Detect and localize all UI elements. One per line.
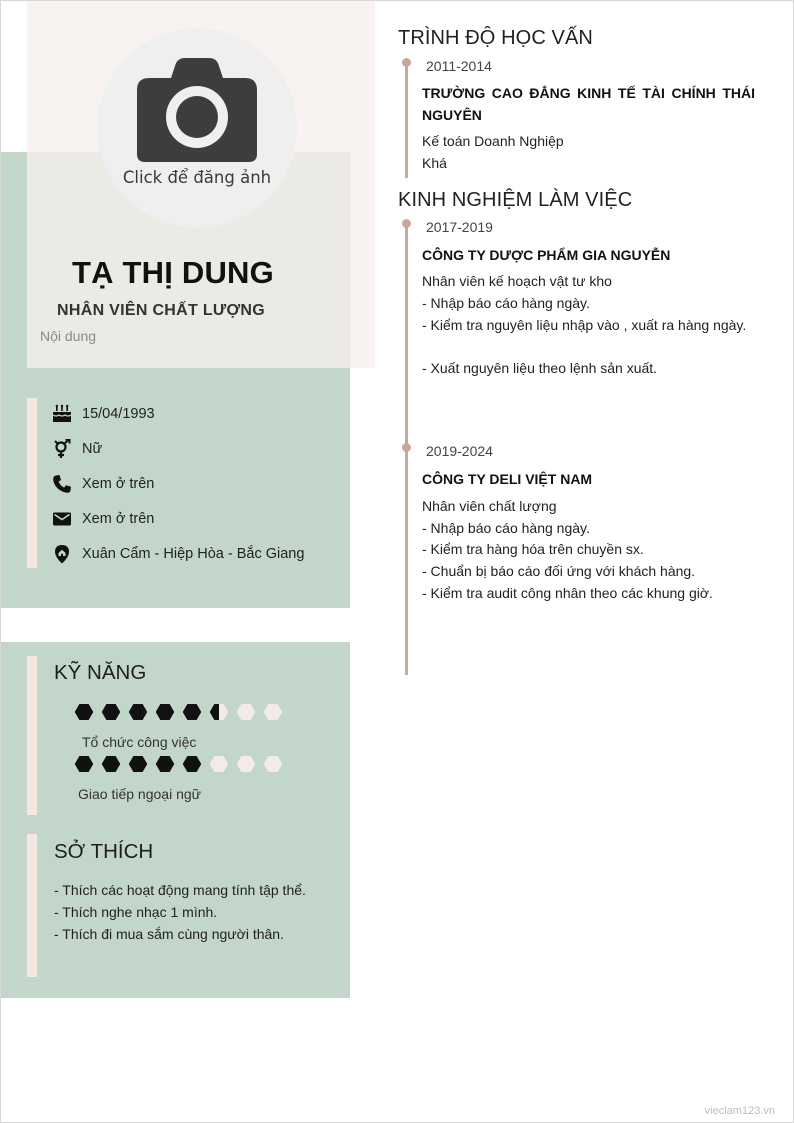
experience-2-line-1[interactable]: Nhân viên chất lượng [422, 498, 557, 514]
profile-stripe [1, 152, 27, 368]
camera-icon [137, 58, 257, 168]
watermark: vieclam123.vn [704, 1105, 775, 1117]
contact-email[interactable] [52, 508, 154, 530]
experience-title: KINH NGHIỆM LÀM VIỆC [398, 189, 633, 211]
experience-1-line-2[interactable]: - Nhập báo cáo hàng ngày. [422, 295, 590, 311]
job-title[interactable]: NHÂN VIÊN CHẤT LƯỢNG [57, 302, 266, 319]
hobbies-title: SỞ THÍCH [54, 840, 154, 863]
rating-hex-filled [102, 704, 121, 720]
education-school[interactable]: TRƯỜNG CAO ĐẲNG KINH TẾ TÀI CHÍNH THÁI NGUYÊN [422, 85, 755, 123]
rating-hex-empty [237, 704, 256, 720]
contact-gender[interactable] [52, 438, 102, 460]
phone-value: Xem ở trên [82, 476, 155, 492]
rating-hex-filled [129, 756, 148, 772]
experience-1-line-3[interactable]: - Kiểm tra nguyên liệu nhập vào , xuất ra hàng ngày. [422, 317, 747, 333]
skills-title: KỸ NĂNG [54, 661, 147, 684]
phone-icon [52, 474, 72, 494]
rating-hex-filled [75, 704, 94, 720]
experience-period-2[interactable]: 2019-2024 [426, 443, 493, 459]
education-grade[interactable]: Khá [422, 155, 447, 171]
experience-1-line-4[interactable]: - Xuất nguyên liệu theo lệnh sản xuất. [422, 360, 658, 376]
gender-value: Nữ [82, 441, 103, 457]
experience-timeline-dot-2 [402, 443, 411, 452]
skill-rating-2[interactable] [74, 755, 290, 773]
education-timeline-dot [402, 58, 411, 67]
location-pin-icon [52, 544, 72, 564]
rating-hex-empty [210, 756, 229, 772]
birthday-value: 15/04/1993 [82, 406, 155, 422]
rating-hex-filled [156, 704, 175, 720]
photo-upload-label: Click để đăng ảnh [122, 168, 272, 187]
rating-hex-filled [156, 756, 175, 772]
gender-icon [52, 439, 72, 459]
rating-hex-empty [237, 756, 256, 772]
experience-company-2[interactable]: CÔNG TY DELI VIỆT NAM [422, 471, 593, 487]
skills-hobbies-panel [1, 642, 350, 998]
email-icon [52, 509, 72, 529]
rating-hex-empty [264, 756, 283, 772]
skill-label-2: Giao tiếp ngoại ngữ [78, 786, 202, 802]
rating-hex-filled [102, 756, 121, 772]
skills-accent-bar [27, 656, 37, 815]
rating-hex-empty [264, 704, 283, 720]
hobby-line-1[interactable]: - Thích các hoạt động mang tính tập thể. [54, 882, 306, 898]
hobbies-accent-bar [27, 834, 37, 977]
experience-company-1[interactable]: CÔNG TY DƯỢC PHẨM GIA NGUYỄN [422, 247, 671, 263]
rating-hex-filled [183, 704, 202, 720]
education-major[interactable]: Kế toán Doanh Nghiệp [422, 133, 564, 149]
contact-phone[interactable] [52, 473, 154, 495]
experience-2-line-4[interactable]: - Chuẩn bị báo cáo đối ứng với khách hàng. [422, 563, 696, 579]
skill-rating-1[interactable] [74, 703, 290, 721]
hobby-line-2[interactable]: - Thích nghe nhạc 1 mình. [54, 904, 218, 920]
candidate-name[interactable]: TẠ THỊ DUNG [72, 255, 274, 290]
education-period[interactable]: 2011-2014 [426, 58, 492, 74]
contact-birthday[interactable] [52, 403, 155, 425]
profile-content-placeholder[interactable]: Nội dung [40, 328, 97, 344]
rating-hex-filled [129, 704, 148, 720]
education-title: TRÌNH ĐỘ HỌC VẤN [398, 27, 593, 49]
birthday-cake-icon [52, 404, 72, 424]
experience-2-line-5[interactable]: - Kiểm tra audit công nhân theo các khung giờ. [422, 585, 713, 601]
experience-2-line-2[interactable]: - Nhập báo cáo hàng ngày. [422, 520, 590, 536]
email-value: Xem ở trên [82, 511, 155, 527]
contact-address[interactable] [52, 543, 304, 565]
experience-timeline-dot-1 [402, 219, 411, 228]
skill-label-1: Tổ chức công việc [82, 734, 197, 750]
contact-accent-bar [27, 398, 37, 568]
experience-period-1[interactable]: 2017-2019 [426, 219, 493, 235]
experience-2-line-3[interactable]: - Kiểm tra hàng hóa trên chuyền sx. [422, 541, 644, 557]
experience-1-line-1[interactable]: Nhân viên kế hoạch vật tư kho [422, 273, 612, 289]
rating-hex-filled [75, 756, 94, 772]
rating-hex-filled [183, 756, 202, 772]
hobby-line-3[interactable]: - Thích đi mua sắm cùng người thân. [54, 926, 284, 942]
address-value: Xuân Cẩm - Hiệp Hòa - Bắc Giang [82, 546, 305, 562]
education-timeline [405, 62, 408, 178]
photo-upload[interactable] [97, 28, 297, 228]
